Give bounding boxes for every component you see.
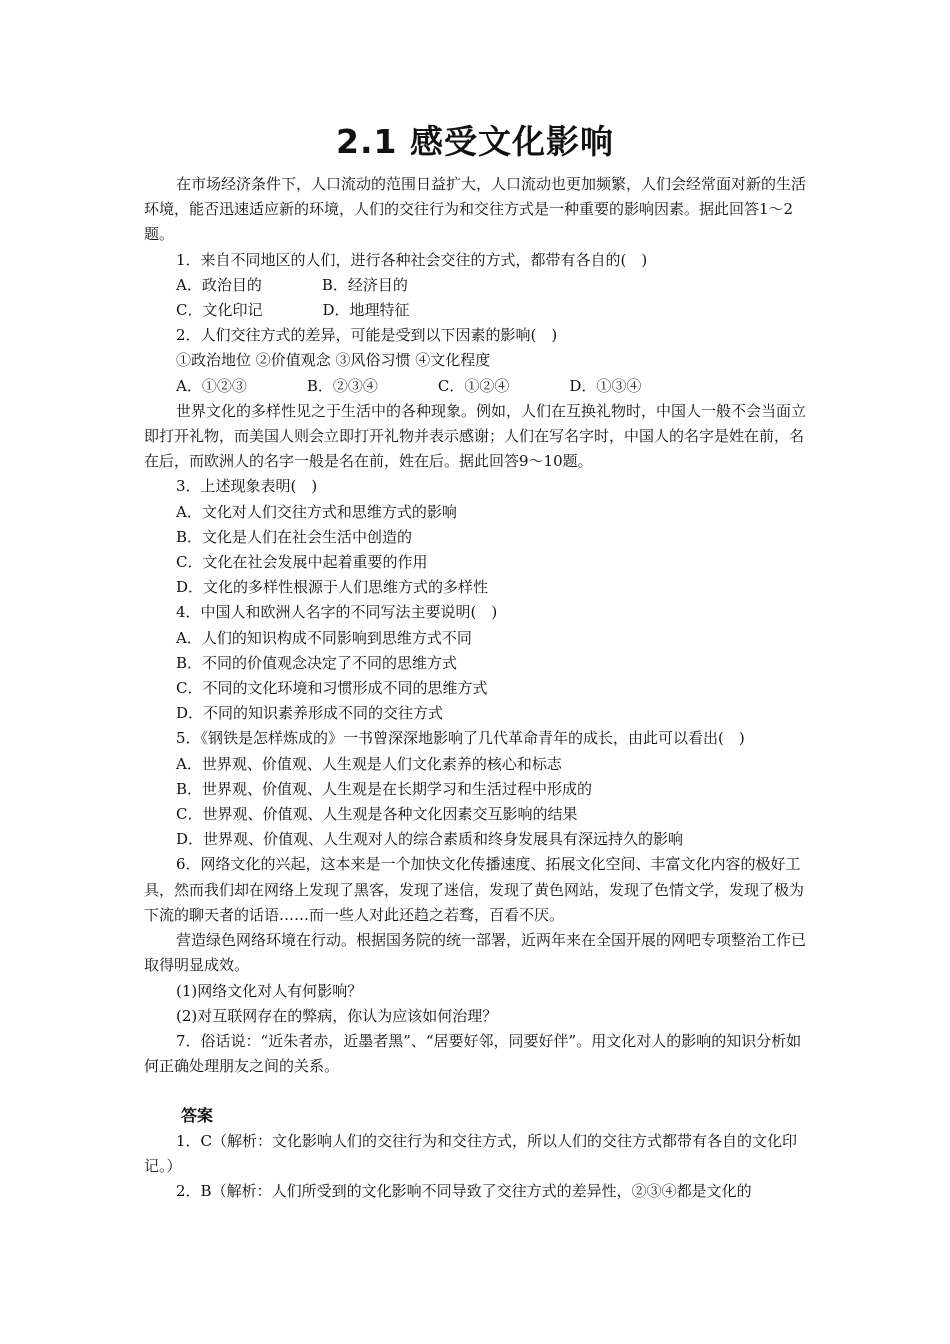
question-3-option-a: A．文化对人们交往方式和思维方式的影响	[176, 502, 457, 521]
page-title: 2.1 感受文化影响	[336, 122, 614, 161]
answer-1: 1．C（解析：文化影响人们的交往行为和交往方式，所以人们的交往方式都带有各自的文化印记。）	[144, 1131, 798, 1175]
question-6-paragraph-2: 营造绿色网络环境在行动。根据国务院的统一部署，近两年来在全国开展的网吧专项整治工作已取得明显成效。	[144, 931, 807, 975]
question-5-option-d: D．世界观、价值观、人生观对人的综合素质和终身发展具有深远持久的影响	[176, 830, 684, 849]
question-3-option-d: D．文化的多样性根源于人们思维方式的多样性	[176, 578, 489, 597]
question-2-stem: 2．人们交往方式的差异，可能是受到以下因素的影响( )	[176, 326, 558, 345]
question-2-options-row: A．①②③ B．②③④ C．①②④ D．①③④	[176, 376, 642, 395]
question-5-option-c: C．世界观、价值观、人生观是各种文化因素交互影响的结果	[176, 805, 578, 824]
answer-2: 2．B（解析：人们所受到的文化影响不同导致了交往方式的差异性，②③④都是文化的	[176, 1181, 752, 1200]
question-4-stem: 4．中国人和欧洲人名字的不同写法主要说明( )	[176, 603, 498, 622]
document-body	[144, 172, 812, 1204]
question-3-stem: 3．上述现象表明( )	[176, 477, 318, 496]
question-6-subquestion-2: (2)对互联网存在的弊病，你认为应该如何治理？	[176, 1006, 498, 1025]
question-6-subquestion-1: (1)网络文化对人有何影响？	[176, 981, 363, 1000]
intro-paragraph-2: 世界文化的多样性见之于生活中的各种现象。例如，人们在互换礼物时，中国人一般不会当面立即打开礼物，而美国人则会立即打开礼物并表示感谢；人们在写名字时，中国人的名字是姓在前，名在后，而欧洲人的名字一般是名在前，姓在后。据此回答9～10题。	[144, 401, 807, 471]
question-6-paragraph-1: 6．网络文化的兴起，这本来是一个加快文化传播速度、拓展文化空间、丰富文化内容的极好工具，然而我们却在网络上发现了黑客，发现了迷信，发现了黄色网站，发现了色情文学，发现了极为下流的聊天者的话语……而一些人对此还趋之若骛，百看不厌。	[144, 855, 805, 924]
answers-heading: 答案	[181, 1106, 214, 1126]
question-1-stem: 1．来自不同地区的人们，进行各种社会交往的方式，都带有各自的( )	[176, 250, 648, 269]
question-2-items: ①政治地位 ②价值观念 ③风俗习惯 ④文化程度	[176, 351, 491, 370]
question-4-option-b: B．不同的价值观念决定了不同的思维方式	[176, 653, 458, 672]
question-3-option-b: B．文化是人们在社会生活中创造的	[176, 527, 413, 546]
question-1-options-row-2: C．文化印记 D．地理特征	[176, 301, 410, 320]
question-5-option-b: B．世界观、价值观、人生观是在长期学习和生活过程中形成的	[176, 779, 593, 798]
question-4-option-a: A．人们的知识构成不同影响到思维方式不同	[176, 628, 472, 647]
question-4-option-c: C．不同的文化环境和习惯形成不同的思维方式	[176, 679, 488, 698]
question-5-option-a: A．世界观、价值观、人生观是人们文化素养的核心和标志	[176, 754, 562, 773]
question-5-stem: 5．《钢铁是怎样炼成的》一书曾深深地影响了几代革命青年的成长，由此可以看出( )	[176, 729, 745, 748]
question-3-option-c: C．文化在社会发展中起着重要的作用	[176, 553, 428, 572]
question-7: 7．俗话说：“近朱者赤，近墨者黑”、“居要好邻，同要好伴”。用文化对人的影响的知识分析如何正确处理朋友之间的关系。	[144, 1031, 802, 1076]
question-1-options-row-1: A．政治目的 B．经济目的	[176, 275, 408, 294]
intro-paragraph-1: 在市场经济条件下，人口流动的范围日益扩大，人口流动也更加频繁，人们会经常面对新的生活环境，能否迅速适应新的环境，人们的交往行为和交往方式是一种重要的影响因素。据此回答1～2题。	[144, 175, 807, 244]
question-4-option-d: D．不同的知识素养形成不同的交往方式	[176, 704, 444, 723]
